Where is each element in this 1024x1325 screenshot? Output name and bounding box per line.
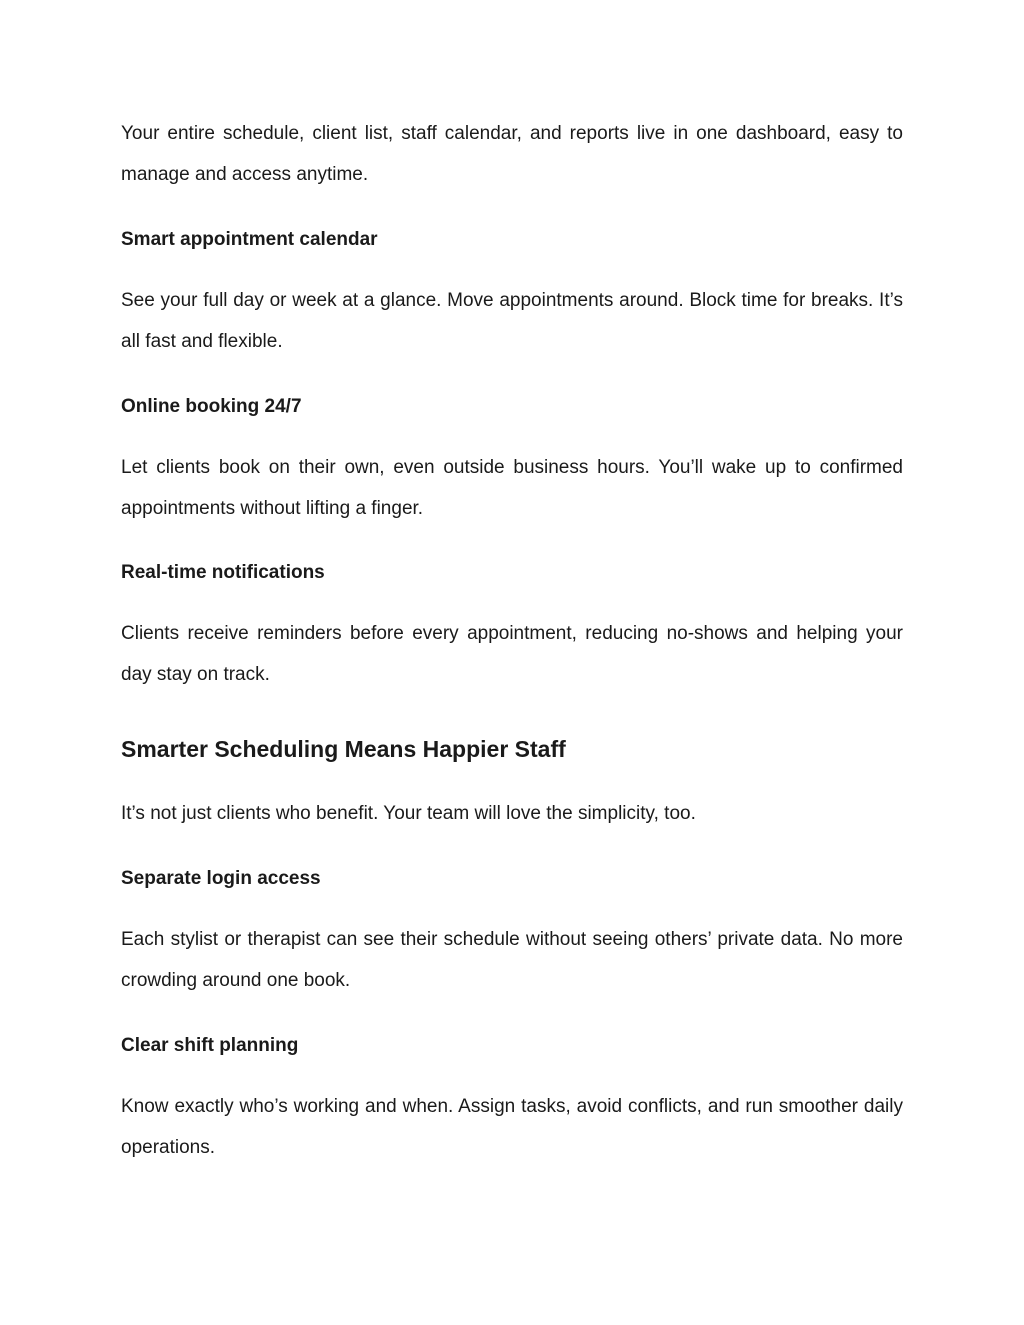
- staff-body-shift: Know exactly who’s working and when. Assign tasks, avoid conflicts, and run smoother daily operations.: [121, 1096, 903, 1158]
- feature-heading-calendar: Smart appointment calendar: [121, 229, 378, 250]
- staff-heading-shift: Clear shift planning: [121, 1035, 299, 1056]
- staff-body-login: Each stylist or therapist can see their schedule without seeing others’ private data. No more crowding around one book.: [121, 929, 903, 991]
- feature-heading-booking: Online booking 24/7: [121, 396, 302, 417]
- feature-body-notifications: Clients receive reminders before every appointment, reducing no-shows and helping your day stay on track.: [121, 623, 903, 685]
- section-title: Smarter Scheduling Means Happier Staff: [121, 736, 566, 762]
- feature-body-calendar: See your full day or week at a glance. Move appointments around. Block time for breaks. It’s all fast and flexible.: [121, 290, 903, 352]
- feature-body-booking: Let clients book on their own, even outside business hours. You’ll wake up to confirmed appointments without lifting a finger.: [121, 457, 903, 519]
- section-intro: It’s not just clients who benefit. Your team will love the simplicity, too.: [121, 803, 696, 824]
- intro-paragraph: Your entire schedule, client list, staff calendar, and reports live in one dashboard, easy to manage and access anytime.: [121, 123, 903, 185]
- feature-heading-notifications: Real-time notifications: [121, 562, 325, 583]
- staff-heading-login: Separate login access: [121, 868, 321, 889]
